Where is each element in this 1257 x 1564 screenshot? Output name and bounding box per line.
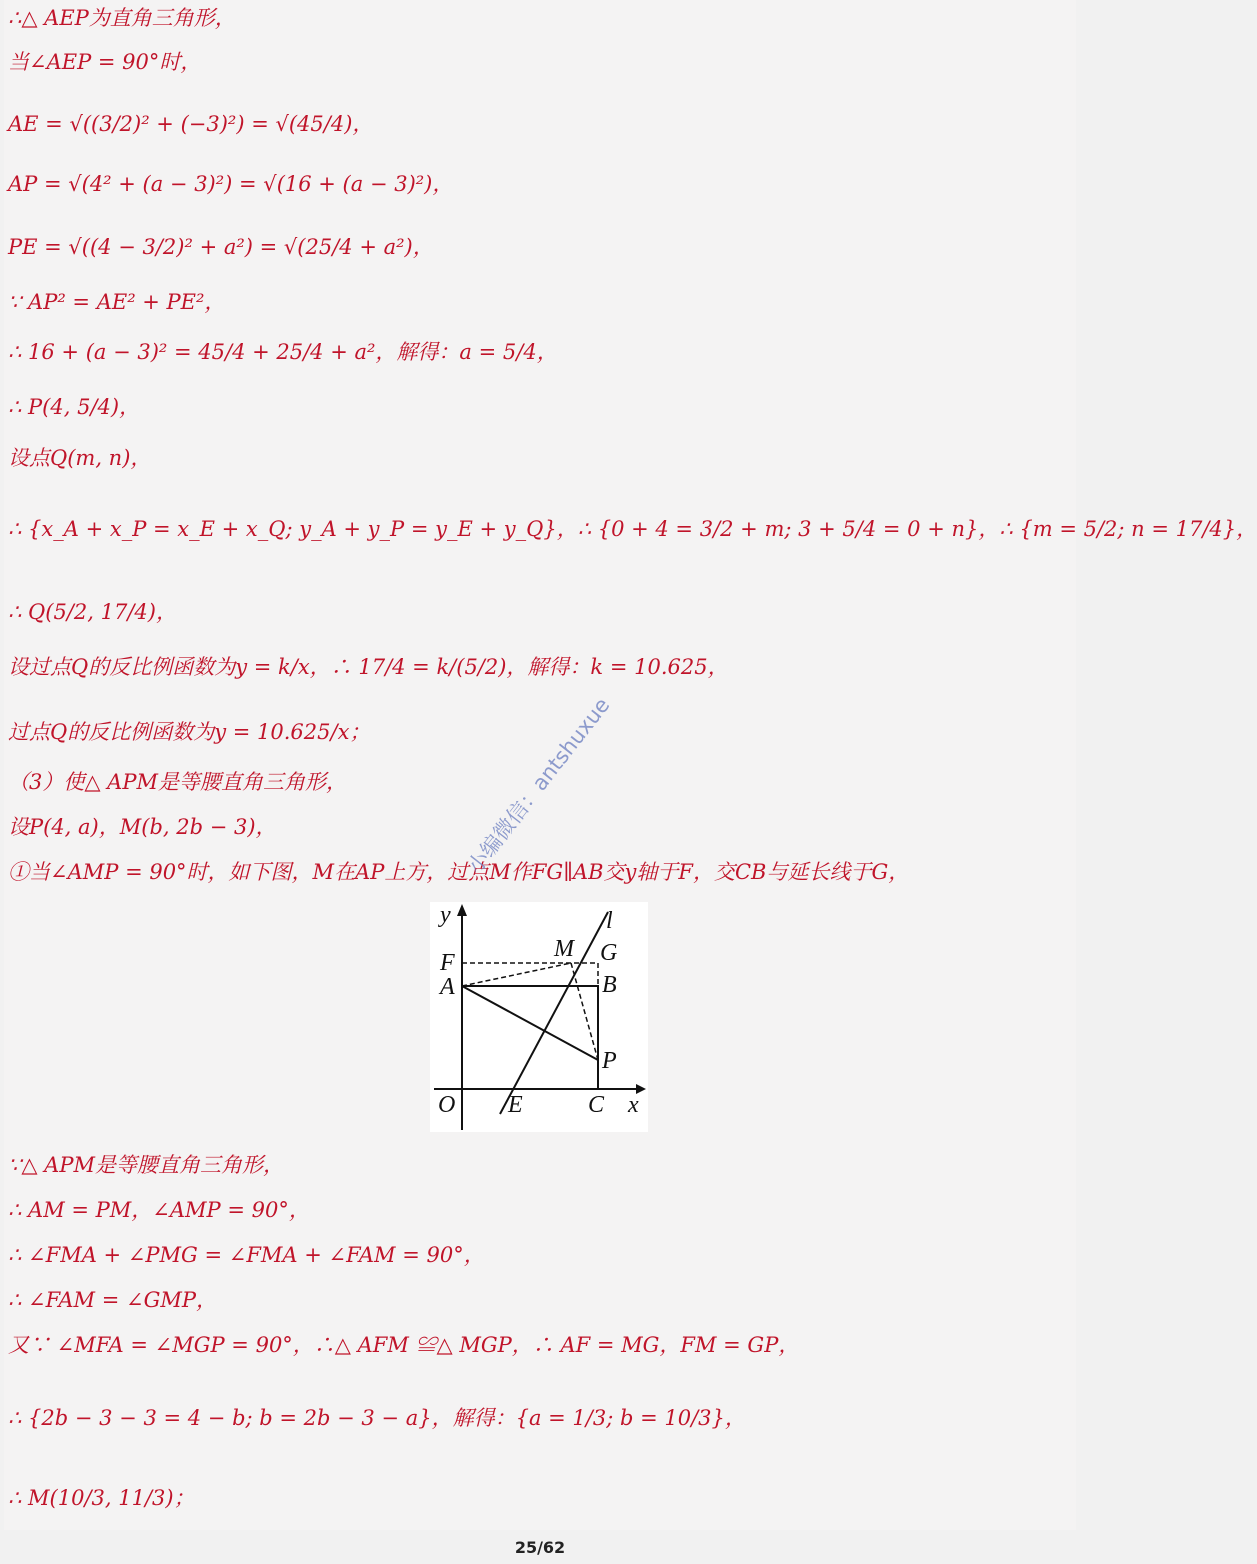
solution-line: 过点Q的反比例函数为y = 10.625/x； — [8, 720, 371, 744]
solution-line: ∴△ AEP为直角三角形， — [8, 6, 236, 30]
solution-line: ∴ ∠FMA + ∠PMG = ∠FMA + ∠FAM = 90°， — [8, 1243, 485, 1267]
y-axis-arrow — [457, 904, 467, 916]
solution-line: ∴ ∠FAM = ∠GMP， — [8, 1288, 217, 1312]
rectangle-aobc — [462, 986, 598, 1089]
equation-system-line: ∴ {2b − 3 − 3 = 4 − b; b = 2b − 3 − a}，解得：{a = 1/3; b = 10/3}， — [8, 1406, 746, 1430]
solution-line: 又∵ ∠MFA = ∠MGP = 90°，∴△ AFM ≌△ MGP，∴ AF = MG，FM = GP， — [8, 1333, 800, 1357]
page-number: 25/62 — [514, 1538, 566, 1557]
part-heading: （3）使△ APM是等腰直角三角形， — [8, 770, 347, 794]
solution-line: 设点Q(m, n)， — [8, 446, 152, 470]
solution-line: AE = √((3/2)² + (−3)²) = √(45/4)， — [8, 112, 374, 136]
solution-line: AP = √(4² + (a − 3)²) = √(16 + (a − 3)²)， — [8, 172, 454, 196]
solution-line: ∵△ APM是等腰直角三角形， — [8, 1153, 284, 1177]
label-l: l — [606, 908, 613, 934]
label-p: P — [602, 1048, 617, 1074]
solution-line: ∴ AM = PM，∠AMP = 90°， — [8, 1198, 310, 1222]
solution-line: 设过点Q的反比例函数为y = k/x，∴ 17/4 = k/(5/2)，解得：k = 10.625， — [8, 655, 729, 679]
label-e: E — [508, 1092, 523, 1118]
solution-line: ∵ AP² = AE² + PE²， — [8, 290, 226, 314]
solution-line: 当∠AEP = 90°时， — [8, 50, 202, 74]
solution-line: ∴ P(4, 5/4)， — [8, 395, 141, 419]
label-o: O — [438, 1092, 456, 1118]
segment-am — [462, 963, 571, 986]
solution-line: 设P(4, a)，M(b, 2b − 3)， — [8, 815, 277, 839]
equation-system-line: ∴ {x_A + x_P = x_E + x_Q; y_A + y_P = y_E + y_Q}，∴ {0 + 4 = 3/2 + m; 3 + 5/4 = 0 + n}，∴ {m = 5/2; n = 17/4}， — [8, 517, 1257, 541]
label-m: M — [554, 936, 574, 962]
label-a: A — [440, 974, 455, 1000]
case-heading: ①当∠AMP = 90°时，如下图，M在AP上方，过点M作FG∥AB交y轴于F，交CB与延长线于G， — [8, 860, 910, 884]
label-f: F — [440, 950, 455, 976]
solution-line: ∴ Q(5/2, 17/4)， — [8, 600, 177, 624]
solution-line: PE = √((4 − 3/2)² + a²) = √(25/4 + a²)， — [8, 235, 434, 259]
label-g: G — [600, 940, 618, 966]
solution-line: ∴ 16 + (a − 3)² = 45/4 + 25/4 + a²，解得：a = 5/4， — [8, 340, 558, 364]
watermark: 小编微信：antshuxue — [462, 693, 615, 878]
label-c: C — [588, 1092, 605, 1118]
label-b: B — [602, 972, 617, 998]
solution-line: ∴ M(10/3, 11/3)； — [8, 1486, 195, 1510]
label-y: y — [440, 902, 451, 928]
geometry-figure — [430, 902, 648, 1132]
segment-mp — [571, 963, 598, 1060]
label-x: x — [628, 1092, 639, 1118]
segment-ap — [462, 986, 598, 1060]
